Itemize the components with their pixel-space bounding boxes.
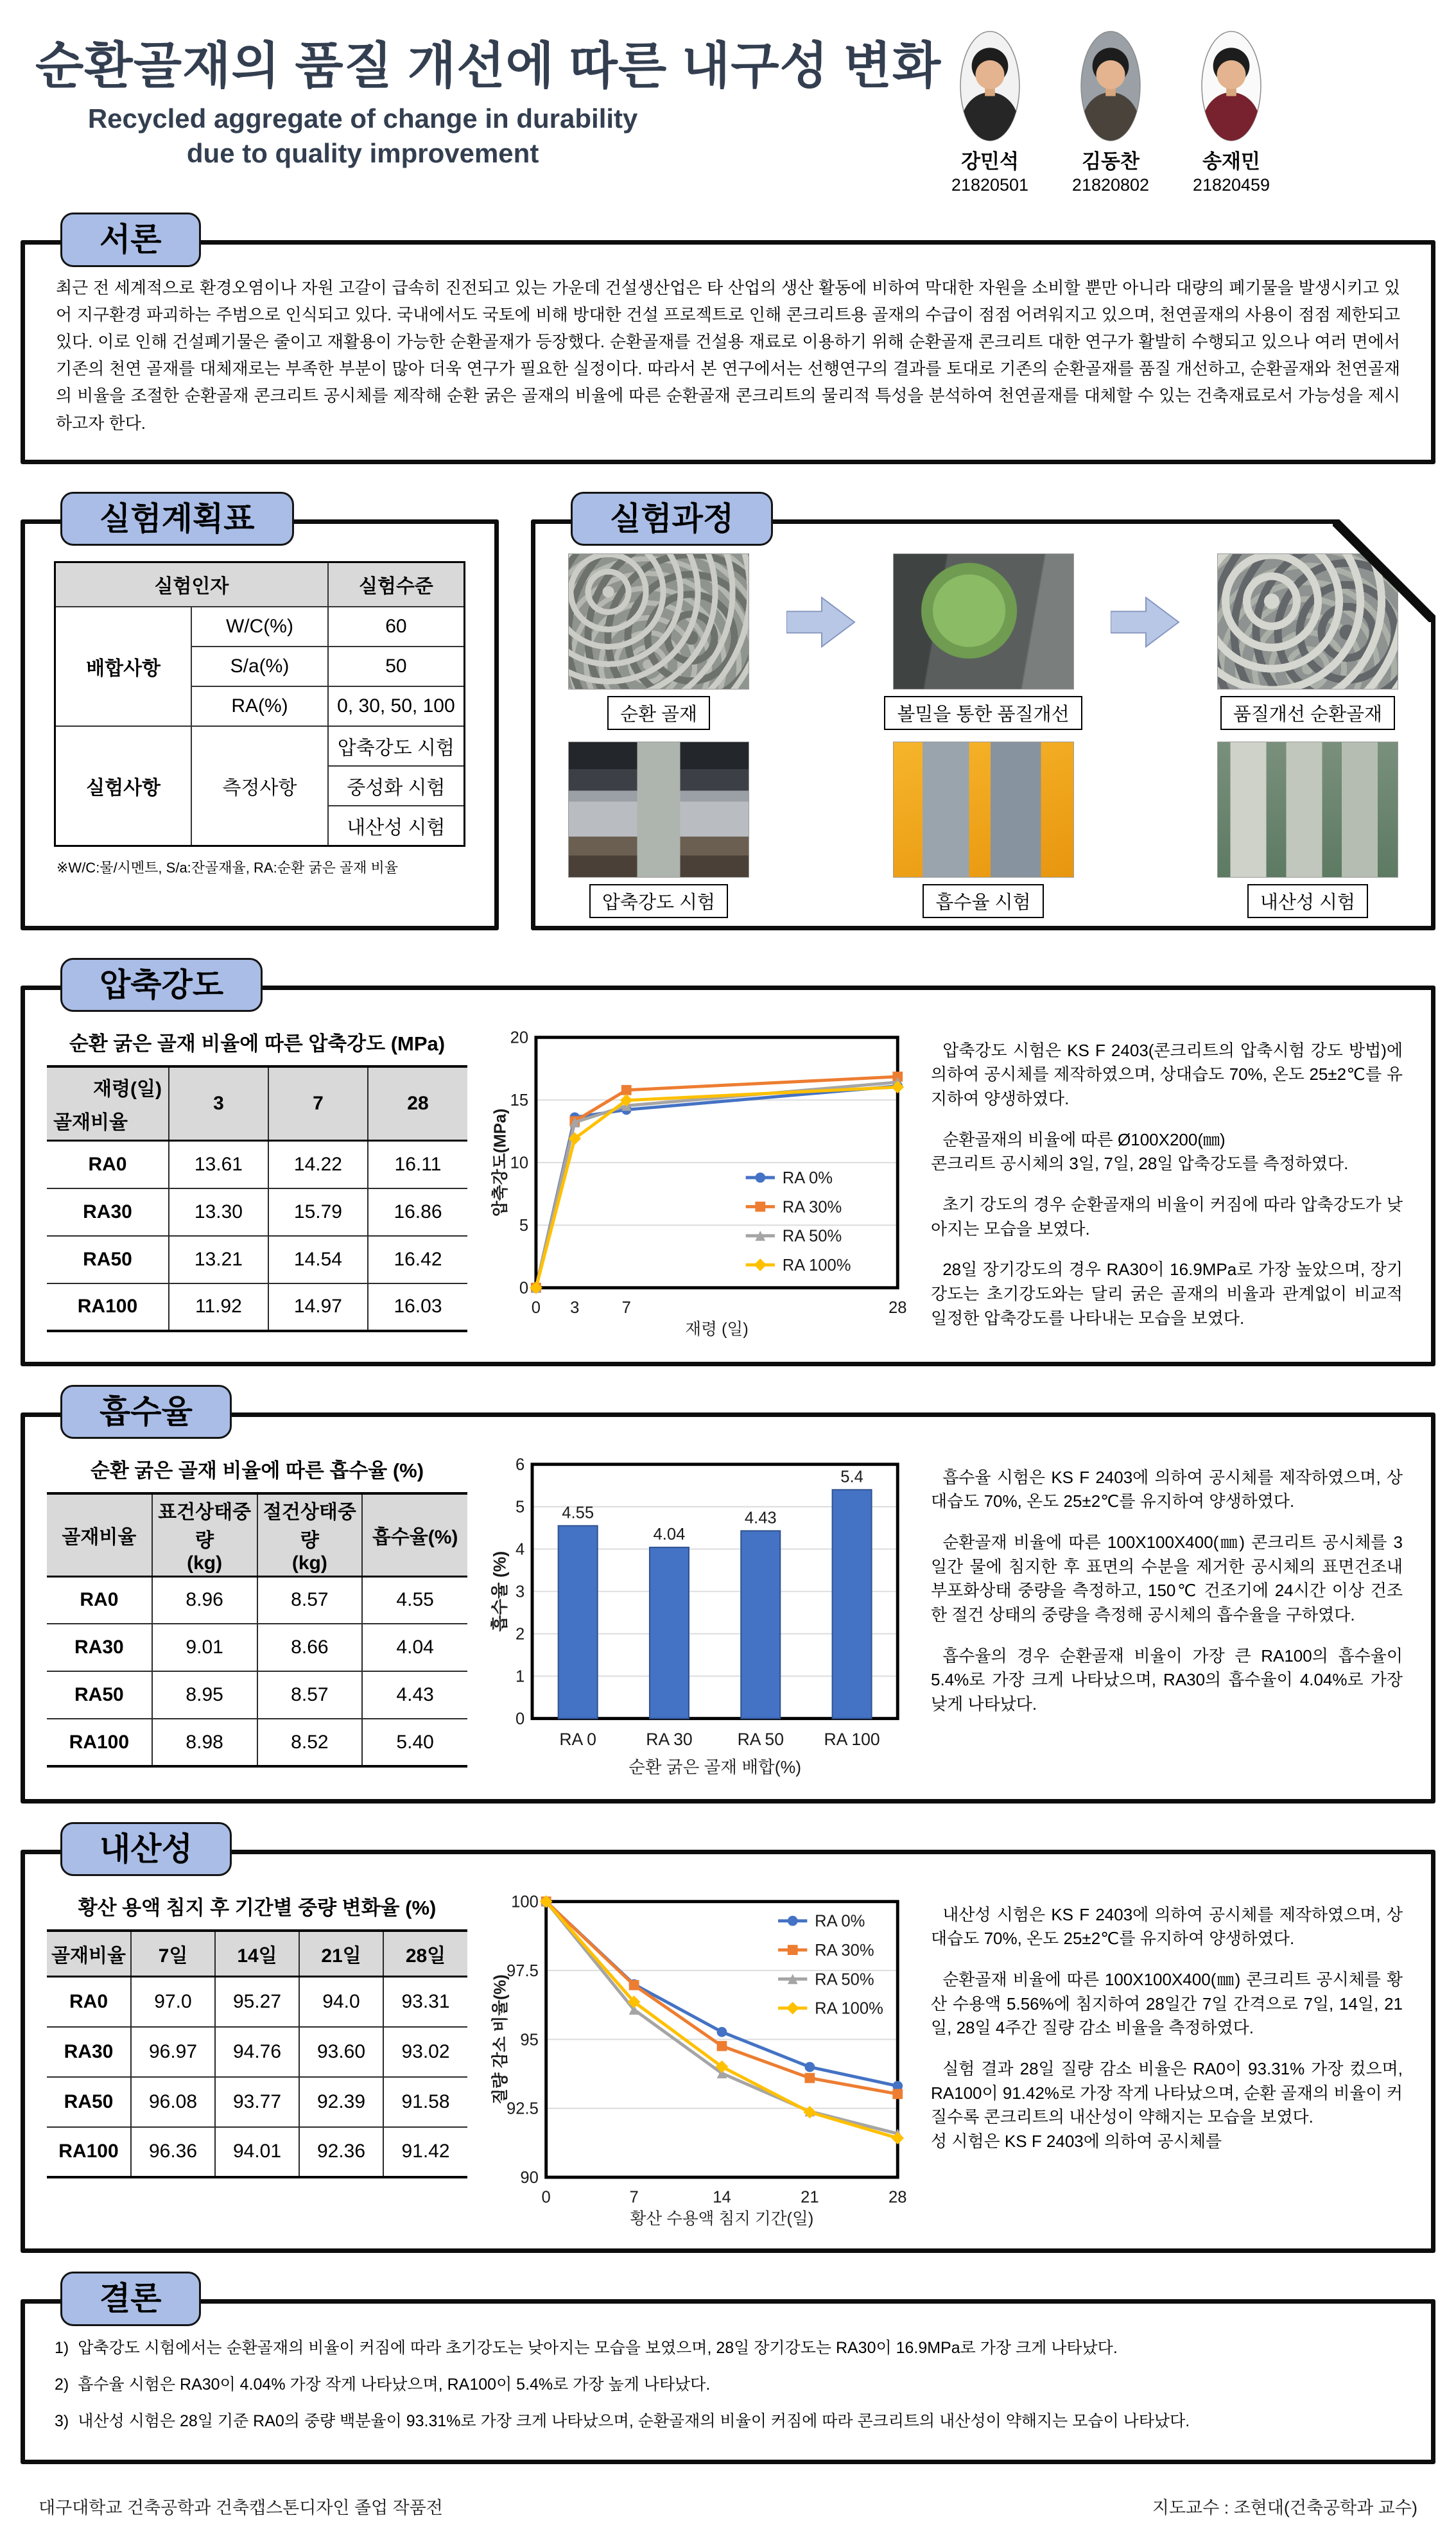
text: 재령 (일) bbox=[685, 1320, 749, 1339]
absorption-paragraph: 흡수율의 경우 순환골재 비율이 가장 큰 RA100의 흡수율이 5.4%로 가장 크게 나타났으며, RA30의 흡수율이 4.04%로 가장 낮게 나타났다. bbox=[931, 1646, 1403, 1714]
td: 93.02 bbox=[383, 2027, 467, 2077]
compressive-chart-svg bbox=[490, 1026, 908, 1342]
th: 14일 bbox=[215, 1931, 299, 1977]
page-title: 순환골재의 품질 개선에 따른 내구성 변화 bbox=[35, 37, 942, 94]
footer-left-text: 대구대학교 건축공학과 건축캡스톤디자인 졸업 작품전 bbox=[39, 2498, 443, 2518]
span: 재령(일) bbox=[93, 1078, 162, 1100]
acid-table-col bbox=[47, 1890, 467, 2235]
td: 94.01 bbox=[215, 2127, 299, 2177]
th: 절건상태중량 (kg) bbox=[257, 1493, 363, 1577]
process-section-label bbox=[571, 492, 773, 546]
acid-section bbox=[21, 1830, 1435, 2254]
figure-caption: 순환 골재 bbox=[607, 696, 710, 730]
text: RA 30% bbox=[815, 1941, 874, 1960]
td: 11.92 bbox=[169, 1283, 268, 1331]
tr bbox=[47, 1624, 467, 1671]
text: 0 bbox=[519, 1279, 529, 1298]
td: S/a(%) bbox=[191, 647, 328, 686]
td: 14.54 bbox=[268, 1236, 368, 1283]
td: 96.36 bbox=[131, 2127, 215, 2177]
th: 28 bbox=[368, 1066, 467, 1141]
rect bbox=[788, 1945, 798, 1955]
text: 100 bbox=[511, 1893, 539, 1911]
text: 28 bbox=[888, 2188, 907, 2207]
td: 9.01 bbox=[152, 1624, 257, 1671]
tbody bbox=[55, 562, 465, 846]
td: 4.43 bbox=[362, 1671, 467, 1719]
circle bbox=[755, 1172, 765, 1183]
rect bbox=[755, 1201, 765, 1212]
process-figure bbox=[562, 553, 755, 730]
compressive-paragraph: 초기 강도의 경우 순환골재의 비율이 커짐에 따라 압축강도가 낮아지는 모습을 보였다. bbox=[931, 1195, 1403, 1239]
process-row-2 bbox=[562, 742, 1404, 918]
intro-section bbox=[21, 222, 1435, 464]
text: 순환 굵은 골재 배합(%) bbox=[628, 1757, 802, 1777]
absorption-table-title: 순환 굵은 골재 비율에 따른 흡수율 (%) bbox=[90, 1459, 424, 1482]
td: 13.21 bbox=[169, 1236, 268, 1283]
td: 96.97 bbox=[131, 2027, 215, 2077]
rect bbox=[559, 1525, 598, 1718]
plan-section bbox=[21, 500, 499, 930]
rect bbox=[650, 1547, 689, 1719]
tr bbox=[55, 726, 465, 766]
td: 8.52 bbox=[257, 1719, 363, 1766]
rect bbox=[892, 2089, 903, 2099]
author-3 bbox=[1186, 30, 1276, 195]
span: 골재비율 bbox=[53, 1112, 128, 1134]
td: RA100 bbox=[58, 2141, 119, 2162]
text: RA 50 bbox=[737, 1729, 784, 1749]
text: 90 bbox=[520, 2168, 539, 2187]
compressive-test-photo bbox=[568, 742, 749, 878]
figure-caption: 볼밀을 통한 품질개선 bbox=[884, 696, 1082, 730]
process-figure bbox=[562, 742, 755, 918]
plan-process-row bbox=[21, 500, 1435, 930]
arrow-right-icon bbox=[786, 596, 856, 652]
polygon bbox=[786, 597, 854, 647]
text: RA 0% bbox=[782, 1169, 833, 1187]
authors-block bbox=[945, 26, 1276, 195]
td: 내산성 시험 bbox=[328, 806, 465, 846]
text: 3 bbox=[515, 1583, 525, 1601]
rect bbox=[741, 1531, 780, 1718]
td: 0, 30, 50, 100 bbox=[328, 686, 465, 726]
text: 흡수율 (%) bbox=[490, 1551, 510, 1632]
span: 1) bbox=[55, 2339, 69, 2358]
poster-header bbox=[0, 0, 1456, 199]
rect bbox=[833, 1490, 872, 1718]
td: 8.95 bbox=[152, 1671, 257, 1719]
author-photo bbox=[1199, 30, 1263, 143]
text: RA 50% bbox=[782, 1227, 842, 1246]
author-photo bbox=[958, 30, 1022, 143]
recycled-aggregate-photo bbox=[568, 553, 749, 690]
text: 5.4 bbox=[840, 1468, 863, 1486]
author-id: 21820501 bbox=[951, 175, 1029, 195]
process-figure bbox=[887, 553, 1080, 730]
text: 97.5 bbox=[507, 1961, 539, 1980]
acid-paragraph: 순환골재 비율에 따른 100X100X400(㎜) 콘크리트 공시체를 황산 수용액 5.56%에 침지하여 28일간 7일 간격으로 7일, 14일, 21일, 28일 4주간 질량 감소 비율을 측정하였다. bbox=[931, 1970, 1403, 2038]
text: 28 bbox=[888, 1298, 907, 1317]
td: 8.57 bbox=[257, 1671, 363, 1719]
td: RA0 bbox=[47, 1141, 169, 1188]
td: 94.76 bbox=[215, 2027, 299, 2077]
absorption-table-col bbox=[47, 1453, 467, 1785]
acid-paragraph: 내산성 시험은 KS F 2403에 의하여 공시체를 제작하였으며, 상대습도 70%, 온도 25±2℃를 유지하여 양생하였다. bbox=[931, 1904, 1403, 1949]
circle bbox=[717, 2027, 727, 2037]
td: 96.08 bbox=[131, 2077, 215, 2127]
td: 92.39 bbox=[299, 2077, 383, 2127]
text: RA 30% bbox=[782, 1197, 842, 1216]
compressive-table-grid bbox=[47, 1065, 467, 1332]
footer-right-text: 지도교수 : 조현대(건축공학과 교수) bbox=[1152, 2498, 1417, 2518]
svg bbox=[786, 596, 856, 648]
author-id: 21820459 bbox=[1192, 175, 1270, 195]
tbody bbox=[47, 1493, 467, 1767]
td: RA0 bbox=[47, 1576, 152, 1624]
acid-chart-svg bbox=[490, 1890, 908, 2232]
acid-table-grid bbox=[47, 1929, 467, 2178]
rect bbox=[621, 1085, 632, 1095]
td: 16.11 bbox=[368, 1141, 467, 1188]
td: RA30 bbox=[47, 1624, 152, 1671]
rect bbox=[717, 2040, 727, 2051]
text: RA 0 bbox=[559, 1729, 596, 1749]
circle bbox=[976, 60, 1005, 89]
td: 8.96 bbox=[152, 1576, 257, 1624]
text: 7 bbox=[621, 1298, 631, 1317]
text: RA 50% bbox=[815, 1970, 874, 1988]
author-2 bbox=[1066, 30, 1156, 195]
td: 8.66 bbox=[257, 1624, 363, 1671]
circle bbox=[1217, 60, 1246, 89]
author-name: 송재민 bbox=[1202, 150, 1260, 173]
td: RA50 bbox=[47, 2077, 131, 2127]
td: 15.79 bbox=[268, 1188, 368, 1236]
text: 0 bbox=[515, 1710, 525, 1728]
rect bbox=[804, 2073, 815, 2083]
plan-label-text: 실험계획표 bbox=[100, 500, 255, 537]
text: RA 100% bbox=[815, 1999, 883, 2018]
conclusion-item-text: 압축강도 시험에서는 순환골재의 비율이 커짐에 따라 초기강도는 낮아지는 모습을 보였으며, 28일 장기강도는 RA30이 16.9MPa로 가장 크게 나타났다. bbox=[78, 2339, 1118, 2358]
td: 4.04 bbox=[362, 1624, 467, 1671]
poster-footer bbox=[39, 2494, 1417, 2519]
td: 93.31 bbox=[383, 1977, 467, 2027]
th bbox=[47, 1066, 169, 1141]
th: 28일 bbox=[383, 1931, 467, 1977]
process-row-1 bbox=[562, 553, 1404, 730]
th: 골재비율 bbox=[47, 1493, 152, 1577]
text: 5 bbox=[515, 1498, 525, 1517]
rect bbox=[629, 1980, 639, 1990]
text: RA 0% bbox=[815, 1912, 865, 1931]
author-name: 강민석 bbox=[961, 150, 1019, 173]
td: 배합사항 bbox=[55, 607, 192, 726]
td: 압축강도 시험 bbox=[328, 726, 465, 766]
th: 골재비율 bbox=[47, 1931, 131, 1977]
process-section bbox=[531, 500, 1435, 930]
td: RA0 bbox=[47, 1977, 131, 2027]
text: 21 bbox=[801, 2188, 819, 2207]
td: 5.40 bbox=[362, 1719, 467, 1766]
td: 16.03 bbox=[368, 1283, 467, 1331]
plan-table bbox=[54, 561, 465, 847]
compressive-table bbox=[47, 1065, 467, 1332]
th: 7 bbox=[268, 1066, 368, 1141]
page-subtitle: Recycled aggregate of change in durability due to quality improvement bbox=[87, 103, 638, 169]
text: 4 bbox=[515, 1540, 525, 1559]
absorption-chart bbox=[490, 1453, 908, 1785]
acid-paragraph: 실험 결과 28일 질량 감소 비율은 RA0이 93.31% 가장 컸으며, RA100이 91.42%로 가장 작게 나타났으며, 순환 골재의 비율이 커질수록 콘크리트의 내산성이 약해지는 모습을 보였다. 성 시험은 KS F 2403에 의하여 공시체를 bbox=[931, 2059, 1403, 2151]
td: 93.77 bbox=[215, 2077, 299, 2127]
ball-mill-photo bbox=[893, 553, 1074, 690]
corner-cut-decoration bbox=[1333, 519, 1435, 622]
tbody bbox=[47, 1931, 467, 2177]
td: 91.42 bbox=[383, 2127, 467, 2177]
span: 2) bbox=[55, 2376, 69, 2394]
td: 92.36 bbox=[299, 2127, 383, 2177]
td: 16.86 bbox=[368, 1188, 467, 1236]
absorption-section bbox=[21, 1393, 1435, 1804]
conclusion-item bbox=[55, 2337, 1401, 2360]
figure-caption: 흡수율 시험 bbox=[923, 884, 1043, 918]
td: 측정사항 bbox=[191, 726, 328, 846]
compressive-table-title: 순환 굵은 골재 비율에 따른 압축강도 (MPa) bbox=[69, 1032, 446, 1055]
compressive-paragraph: 28일 장기강도의 경우 RA30이 16.9MPa로 가장 높았으며, 장기강도는 초기강도와는 달리 굵은 골재의 비율과 관계없이 비교적 일정한 압축강도를 나타내는 모습을 보였다. bbox=[931, 1260, 1403, 1328]
text: 10 bbox=[510, 1154, 529, 1172]
text: 92.5 bbox=[507, 2099, 539, 2118]
td: W/C(%) bbox=[191, 607, 328, 647]
polygon bbox=[1111, 597, 1179, 647]
th: 흡수율(%) bbox=[362, 1493, 467, 1577]
process-figure bbox=[887, 742, 1080, 918]
th: 7일 bbox=[131, 1931, 215, 1977]
text: 1 bbox=[515, 1667, 525, 1686]
intro-body bbox=[25, 245, 1431, 460]
text: 15 bbox=[510, 1091, 529, 1109]
process-figure bbox=[1211, 742, 1404, 918]
absorption-chart-svg bbox=[490, 1453, 908, 1782]
tr bbox=[47, 2127, 467, 2177]
text: 압축강도(MPa) bbox=[491, 1108, 510, 1217]
text: 4.55 bbox=[562, 1504, 594, 1522]
tr bbox=[47, 1576, 467, 1624]
text: 95 bbox=[520, 2030, 539, 2049]
intro-label-text: 서론 bbox=[100, 222, 162, 257]
td: RA50 bbox=[47, 1236, 169, 1283]
text: 14 bbox=[713, 2188, 731, 2207]
absorption-label-text: 흡수율 bbox=[100, 1393, 193, 1430]
tr bbox=[47, 1719, 467, 1766]
text: 0 bbox=[531, 1298, 541, 1317]
tr bbox=[47, 1236, 467, 1283]
text: 황산 수용액 침지 기간(일) bbox=[630, 2209, 814, 2228]
text: 20 bbox=[510, 1029, 529, 1047]
tbody bbox=[47, 1066, 467, 1331]
td: RA100 bbox=[69, 1731, 130, 1753]
td: 13.30 bbox=[169, 1188, 268, 1236]
figure-caption: 압축강도 시험 bbox=[589, 884, 728, 918]
text: 3 bbox=[570, 1298, 580, 1317]
td: 4.55 bbox=[362, 1576, 467, 1624]
td: 91.58 bbox=[383, 2077, 467, 2127]
compressive-section bbox=[21, 966, 1435, 1366]
td: 14.22 bbox=[268, 1141, 368, 1188]
td: 95.27 bbox=[215, 1977, 299, 2027]
absorption-section-label bbox=[60, 1385, 232, 1439]
conclusion-item-text: 흡수율 시험은 RA30이 4.04% 가장 작게 나타났으며, RA100이 5.4%로 가장 높게 나타났다. bbox=[78, 2376, 711, 2394]
text: 질량 감소 비율(%) bbox=[491, 1974, 510, 2105]
td: 60 bbox=[328, 607, 465, 647]
acid-chart bbox=[490, 1890, 908, 2235]
absorption-table-grid bbox=[47, 1492, 467, 1768]
td: 14.97 bbox=[268, 1283, 368, 1331]
td: 50 bbox=[328, 647, 465, 686]
tr bbox=[47, 1977, 467, 2027]
text: RA 30 bbox=[646, 1729, 693, 1749]
td: 13.61 bbox=[169, 1141, 268, 1188]
td: RA30 bbox=[47, 1188, 169, 1236]
absorption-body bbox=[25, 1417, 1431, 1799]
figure-caption: 품질개선 순환골재 bbox=[1220, 696, 1395, 730]
tr bbox=[47, 2027, 467, 2077]
td: 93.60 bbox=[299, 2027, 383, 2077]
tr bbox=[55, 562, 465, 607]
tr bbox=[47, 1141, 467, 1188]
acid-test-photo bbox=[1217, 742, 1398, 878]
svg bbox=[1111, 596, 1180, 648]
td: 실험사항 bbox=[55, 726, 192, 846]
text: 4.43 bbox=[744, 1509, 777, 1527]
author-photo bbox=[1079, 30, 1143, 143]
compressive-chart bbox=[490, 1026, 908, 1348]
conclusion-item bbox=[55, 2374, 1401, 2396]
tr bbox=[47, 1493, 467, 1577]
conclusion-section bbox=[21, 2281, 1435, 2464]
plan-footnote: ※W/C:물/시멘트, S/a:잔골재율, RA:순환 굵은 골재 비율 bbox=[56, 859, 399, 876]
td: 중성화 시험 bbox=[328, 766, 465, 806]
text: 0 bbox=[541, 2188, 551, 2207]
conclusion-body bbox=[25, 2304, 1431, 2460]
td: RA100 bbox=[77, 1296, 138, 1317]
acid-section-label bbox=[60, 1822, 232, 1877]
tr bbox=[55, 607, 465, 647]
th: 21일 bbox=[299, 1931, 383, 1977]
td: 94.0 bbox=[299, 1977, 383, 2027]
td: RA30 bbox=[47, 2027, 131, 2077]
conclusion-label-text: 결론 bbox=[100, 2281, 162, 2317]
conclusion-section-label bbox=[60, 2272, 201, 2326]
acid-label-text: 내산성 bbox=[100, 1830, 193, 1867]
absorption-paragraph: 흡수율 시험은 KS F 2403에 의하여 공시체를 제작하였으며, 상대습도 70%, 온도 25±2℃를 유지하여 양생하였다. bbox=[931, 1467, 1403, 1511]
td: 16.42 bbox=[368, 1236, 467, 1283]
text: 7 bbox=[629, 2188, 639, 2207]
acid-table-title: 황산 용액 침지 후 기간별 중량 변화율 (%) bbox=[78, 1896, 437, 1919]
text: 4.04 bbox=[653, 1525, 686, 1543]
acid-table bbox=[47, 1929, 467, 2178]
tr bbox=[47, 1283, 467, 1331]
title-block bbox=[35, 26, 945, 195]
td: 8.98 bbox=[152, 1719, 257, 1766]
plan-body bbox=[25, 524, 494, 887]
absorption-test-photo bbox=[893, 742, 1074, 878]
th: 표건상태중량 (kg) bbox=[152, 1493, 257, 1577]
text: RA 100% bbox=[782, 1256, 851, 1274]
author-1 bbox=[945, 30, 1035, 195]
absorption-paragraph: 순환골재 비율에 따른 100X100X400(㎜) 콘크리트 공시체를 3일간 물에 침지한 후 표면의 수분을 제거한 공시체의 표면건조내부포화상태 중량을 측정하고, 150℃ 건조기에 24시간 이상 건조한 절건 상태의 중량을 측정해 공시체의 흡수율을 구하였다. bbox=[931, 1532, 1403, 1624]
arrow-right-icon bbox=[1111, 596, 1180, 652]
text: 6 bbox=[515, 1456, 525, 1474]
compressive-body bbox=[25, 990, 1431, 1362]
compressive-paragraph: 순환골재의 비율에 따른 Ø100X200(㎜) 콘크리트 공시체의 3일, 7일, 28일 압축강도를 측정하였다. bbox=[931, 1129, 1349, 1174]
text: RA 100 bbox=[824, 1729, 880, 1749]
tr bbox=[47, 1066, 467, 1141]
compressive-label-text: 압축강도 bbox=[100, 966, 224, 1003]
circle bbox=[804, 2062, 815, 2072]
tr bbox=[47, 1188, 467, 1236]
process-label-text: 실험과정 bbox=[610, 500, 734, 537]
figure-caption: 내산성 시험 bbox=[1247, 884, 1368, 918]
author-id: 21820802 bbox=[1071, 175, 1150, 195]
intro-section-label bbox=[60, 213, 201, 267]
th: 실험수준 bbox=[328, 562, 465, 607]
compressive-paragraph: 압축강도 시험은 KS F 2403(콘크리트의 압축시험 강도 방법)에 의하여 공시체를 제작하였으며, 상대습도 70%, 온도 25±2℃를 유지하여 양생하였다. bbox=[931, 1040, 1403, 1109]
compressive-section-label bbox=[60, 958, 263, 1013]
plan-table-grid bbox=[54, 561, 465, 847]
td: 8.57 bbox=[257, 1576, 363, 1624]
circle bbox=[1096, 60, 1125, 89]
th: 실험인자 bbox=[55, 562, 328, 607]
text: 2 bbox=[515, 1625, 525, 1644]
th: 3 bbox=[169, 1066, 268, 1141]
tr bbox=[47, 2077, 467, 2127]
compressive-table-col bbox=[47, 1026, 467, 1348]
text: 5 bbox=[519, 1216, 529, 1235]
absorption-table bbox=[47, 1492, 467, 1768]
intro-text: 최근 전 세계적으로 환경오염이나 자원 고갈이 급속히 진전되고 있는 가운데 건설생산업은 타 산업의 생산 활동에 비하여 막대한 자원을 소비할 뿐만 아니라 대량의 폐기물을 발생시키고 있어 지구환경 파괴하는 주범으로 인식되고 있다. 국내에서도 국토에 비해 방대한 건설 프로젝트로 인해 콘크리트용 골재의 수급이 점점 어려워지고 있으며, 천연골재의 사용이 점점 제한되고 있다. 이로 인해 건설폐기물은 줄이고 재활용이 가능한 순환골재가 등장했다. 순환골재를 건설용 재료로 이용하기 위해 순환골재 콘크리트 대한 연구가 활발히 수행되고 있으나 여러 면에서 기존의 천연 골재를 대체재로는 부족한 부분이 많아 더욱 연구가 필요한 실정이다. 따라서 본 연구에서는 선행연구의 결과를 토대로 기존의 순환골재를 품질 개선하고, 순환골재와 천연골재의 비율을 조절한 순환골재 콘크리트 공시체를 제작해 순환 굵은 골재의 비율에 따른 순환골재 콘크리트의 물리적 특성을 분석하여 천연골재를 대체할 수 있는 건축재료로서 가능성을 제시하고자 한다. bbox=[56, 278, 1400, 433]
author-name: 김동찬 bbox=[1082, 150, 1140, 173]
conclusion-item bbox=[55, 2410, 1401, 2433]
td: RA(%) bbox=[191, 686, 328, 726]
td: RA50 bbox=[47, 1671, 152, 1719]
absorption-text bbox=[931, 1453, 1409, 1785]
acid-text bbox=[931, 1890, 1409, 2235]
compressive-text bbox=[931, 1026, 1409, 1348]
span: 3) bbox=[55, 2412, 69, 2431]
tr bbox=[47, 1931, 467, 1977]
process-body bbox=[535, 524, 1431, 926]
conclusion-item-text: 내산성 시험은 28일 기준 RA0의 중량 백분율이 93.31%로 가장 크게 나타났으며, 순환골재의 비율이 커짐에 따라 콘크리트의 내산성이 약해지는 모습이 나타났다. bbox=[78, 2412, 1190, 2431]
plan-section-label bbox=[60, 492, 294, 546]
acid-body bbox=[25, 1854, 1431, 2249]
circle bbox=[788, 1916, 798, 1926]
tr bbox=[47, 1671, 467, 1719]
td: 97.0 bbox=[131, 1977, 215, 2027]
